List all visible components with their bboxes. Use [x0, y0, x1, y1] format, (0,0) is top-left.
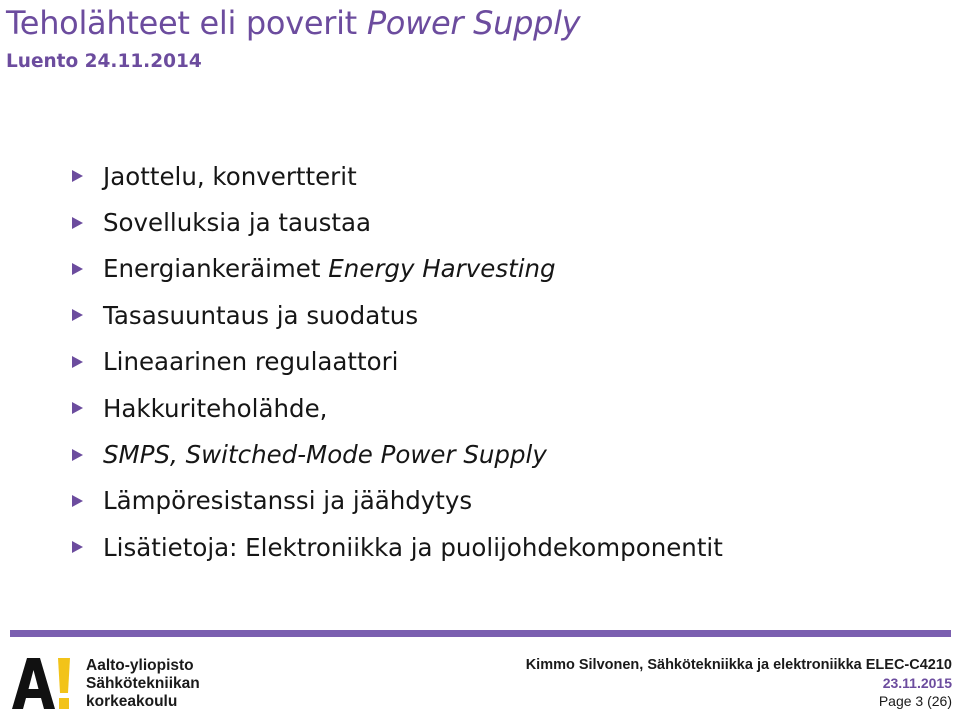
bullet-item: [72, 199, 723, 245]
org-line-school: Sähkötekniikan: [86, 675, 200, 692]
triangle-bullet-icon: [72, 541, 83, 553]
triangle-bullet-icon: [72, 263, 83, 275]
org-line-university: Aalto-yliopisto: [86, 657, 194, 674]
bullet-text: Hakkuriteholähde,: [103, 393, 328, 423]
bullet-item: [72, 246, 723, 292]
triangle-bullet-icon: [72, 495, 83, 507]
bullet-list: [72, 153, 723, 571]
org-line-school-2: korkeakoulu: [86, 693, 178, 710]
slide-title-italic: Power Supply: [366, 4, 581, 42]
slide-subtitle: Luento 24.11.2014: [6, 51, 202, 72]
slide-title: [6, 4, 580, 42]
footer-info: [526, 656, 952, 710]
slide-title-plain: Teholähteet eli poverit: [6, 4, 357, 42]
footer-author: Kimmo Silvonen, Sähkötekniikka ja elektroniikka ELEC-C4210: [525, 657, 952, 673]
bullet-text: Sovelluksia ja taustaa: [103, 208, 371, 238]
triangle-bullet-icon: [72, 309, 83, 321]
triangle-bullet-icon: [72, 217, 83, 229]
bullet-item: [72, 431, 723, 477]
footer-date: 23.11.2015: [882, 675, 952, 691]
triangle-bullet-icon: [72, 402, 83, 414]
bullet-item: [72, 524, 723, 570]
bullet-item: [72, 153, 723, 199]
bullet-text: Lämpöresistanssi ja jäähdytys: [103, 486, 473, 516]
bullet-item: [72, 339, 723, 385]
footer-page-number: Page 3 (26): [878, 693, 952, 709]
bullet-item: [72, 292, 723, 338]
bullet-text: Lisätietoja: Elektroniikka ja puolijohdekomponentit: [103, 532, 723, 562]
triangle-bullet-icon: [72, 170, 83, 182]
aalto-a-exclamation-logo: [11, 655, 71, 711]
bullet-item: [72, 385, 723, 431]
bullet-text: Lineaarinen regulaattori: [103, 347, 399, 377]
bullet-text: Energiankeräimet: [103, 254, 329, 284]
bullet-text: Tasasuuntaus ja suodatus: [103, 300, 419, 330]
triangle-bullet-icon: [72, 449, 83, 461]
bullet-text-italic: Energy Harvesting: [328, 254, 556, 284]
bullet-text-italic: SMPS, Switched-Mode Power Supply: [103, 440, 547, 470]
triangle-bullet-icon: [72, 356, 83, 368]
bullet-item: [72, 478, 723, 524]
footer-divider: [10, 630, 951, 637]
bullet-text: Jaottelu, konvertterit: [103, 161, 357, 191]
organization-name: [86, 657, 200, 711]
